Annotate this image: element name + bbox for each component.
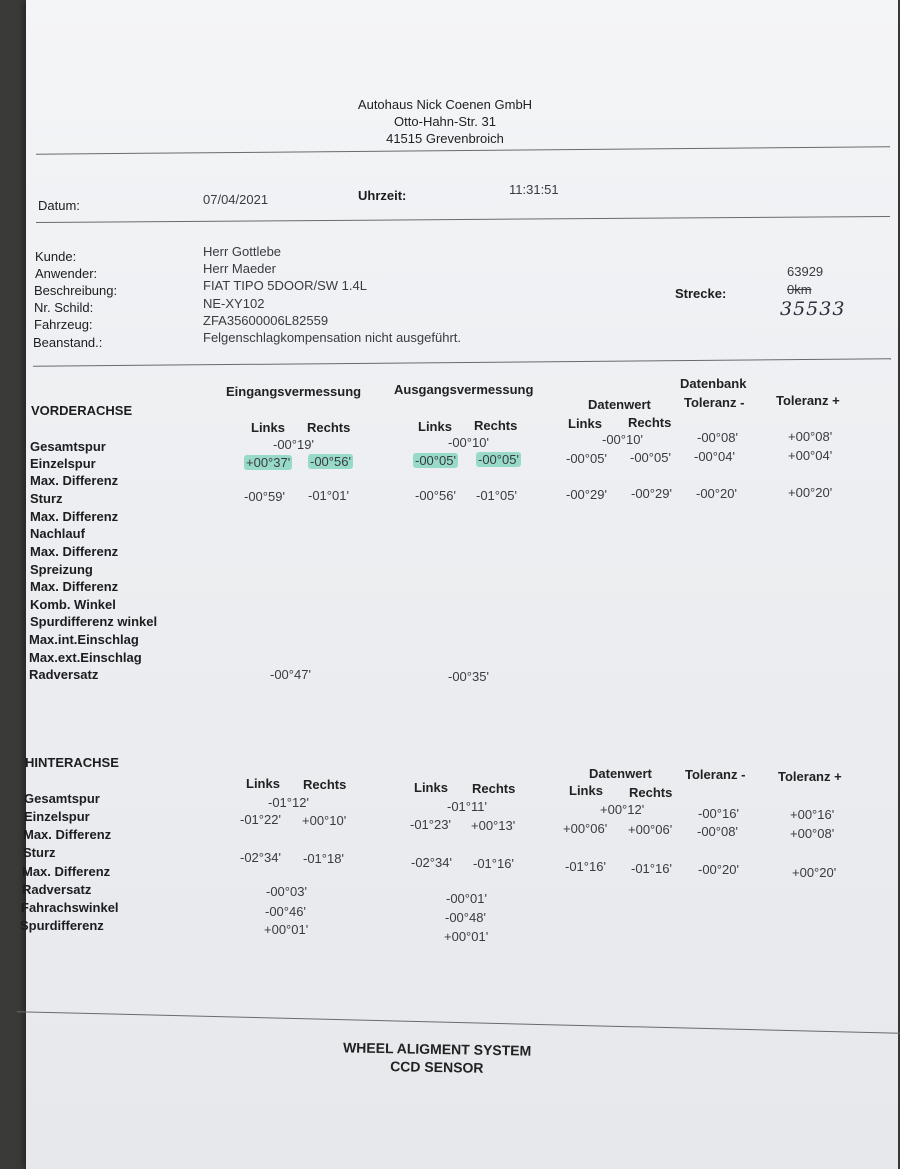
beschreibung-value: FIAT TIPO 5DOOR/SW 1.4L [203,278,367,293]
front-label-gesamtspur: Gesamtspur [30,439,106,454]
rear-fahrachswinkel-ausgang: -00°48' [445,910,486,925]
fahrzeug-label: Fahrzeug: [34,317,93,332]
front-sturz-ausgang-l: -00°56' [415,488,456,503]
front-gesamtspur-eingang: -00°19' [273,437,314,452]
rear-eingang-links-header: Links [246,776,280,791]
rear-sturz-eingang-l: -02°34' [240,850,281,865]
rear-sturz-tol-plus: +00°20' [792,865,837,880]
rear-einzelspur-tol-minus: -00°08' [697,824,738,839]
kunde-value: Herr Gottlebe [203,244,282,259]
anwender-value: Herr Maeder [203,261,276,276]
rear-einzelspur-dw-r: +00°06' [628,822,673,837]
eingang-header: Eingangsvermessung [226,384,362,399]
front-label-max-ext-einschlag: Max.ext.Einschlag [29,650,142,665]
front-label-spreizung: Spreizung [30,562,93,577]
rear-spurdifferenz-eingang: +00°01' [264,922,309,937]
front-label-max-differenz-2: Max. Differenz [30,509,119,524]
front-sturz-tol-minus: -00°20' [696,486,737,501]
company-street: Otto-Hahn-Str. 31 [394,114,496,129]
rear-label-sturz: Sturz [23,845,56,860]
hinterachse-title: HINTERACHSE [25,755,119,770]
toleranz-minus-header: Toleranz - [684,395,745,410]
rear-ausgang-rechts-header: Rechts [472,781,516,796]
report-footer [322,1038,553,1078]
rear-toleranz-plus-header: Toleranz + [778,769,842,784]
rear-einzelspur-tol-plus: +00°08' [790,826,835,841]
beanstand-value: Felgenschlagkompensation nicht ausgeführt. [203,330,461,345]
rear-gesamtspur-datenwert: +00°12' [600,802,645,817]
rear-sturz-dw-r: -01°16' [631,861,672,876]
rear-spurdifferenz-ausgang: +00°01' [444,929,489,944]
rear-fahrachswinkel-eingang: -00°46' [265,904,306,919]
front-gesamtspur-ausgang: -00°10' [448,435,489,450]
kunde-label: Kunde: [35,249,77,264]
front-sturz-ausgang-r: -01°05' [476,488,517,503]
rear-datenwert-rechts-header: Rechts [629,785,673,800]
strecke-label: Strecke: [675,286,727,301]
front-radversatz-ausgang: -00°35' [448,669,489,684]
rear-einzelspur-ausgang-l: -01°23' [410,817,451,832]
footer-line-sensor: CCD SENSOR [390,1058,484,1076]
front-label-sturz: Sturz [30,491,63,506]
company-city: 41515 Grevenbroich [386,131,504,146]
rear-gesamtspur-eingang: -01°12' [268,795,309,810]
rear-sturz-tol-minus: -00°20' [698,862,739,877]
rear-label-max-differenz-2: Max. Differenz [22,864,111,879]
company-header [330,96,560,147]
rear-einzelspur-eingang-r: +00°10' [302,813,347,828]
toleranz-plus-header: Toleranz + [776,393,840,408]
rear-gesamtspur-tol-minus: -00°16' [698,806,739,821]
front-sturz-eingang-r: -01°01' [308,488,349,503]
footer-line-system: WHEEL ALIGMENT SYSTEM [342,1039,532,1059]
front-einzelspur-tol-minus: -00°04' [694,449,735,464]
rear-label-einzelspur: Einzelspur [24,809,90,824]
rear-datenwert-links-header: Links [569,783,603,798]
front-sturz-eingang-l: -00°59' [244,489,285,504]
beanstand-label: Beanstand.: [33,335,103,350]
rear-datenwert-header: Datenwert [589,766,652,781]
strecke-unit-struck: 0km [787,282,812,297]
eingang-rechts-header: Rechts [307,420,351,435]
strecke-value: 63929 [787,264,824,279]
front-einzelspur-dw-l: -00°05' [566,451,607,466]
uhrzeit-label: Uhrzeit: [358,188,407,203]
front-gesamtspur-tol-minus: -00°08' [697,430,738,445]
datenwert-header: Datenwert [588,397,651,412]
fahrzeug-value: ZFA35600006L82559 [203,313,329,328]
front-gesamtspur-datenwert: -00°10' [602,432,643,447]
front-einzelspur-ausgang-l: -00°05' [415,453,456,468]
ausgang-rechts-header: Rechts [474,418,518,433]
rear-label-fahrachswinkel: Fahrachswinkel [21,900,119,915]
rear-sturz-eingang-r: -01°18' [303,851,344,866]
front-radversatz-eingang: -00°47' [270,667,311,682]
front-einzelspur-eingang-r: -00°56' [310,454,351,469]
front-einzelspur-ausgang-r: -00°05' [478,452,519,467]
rear-gesamtspur-tol-plus: +00°16' [790,807,835,822]
rear-label-radversatz: Radversatz [22,882,92,897]
rear-gesamtspur-ausgang: -01°11' [447,799,487,814]
datenbank-header: Datenbank [680,376,747,391]
front-label-max-int-einschlag: Max.int.Einschlag [29,632,139,647]
beschreibung-label: Beschreibung: [34,283,118,298]
front-gesamtspur-tol-plus: +00°08' [788,429,833,444]
front-label-max-differenz-3: Max. Differenz [30,544,119,559]
printed-report-sheet [26,0,898,1169]
schild-value: NE-XY102 [203,296,265,311]
schild-label: Nr. Schild: [34,300,94,315]
rear-label-spurdifferenz: Spurdifferenz [20,918,104,933]
front-label-max-differenz-1: Max. Differenz [30,473,119,488]
front-label-einzelspur: Einzelspur [30,456,96,471]
rear-label-max-differenz-1: Max. Differenz [23,827,112,842]
rear-label-gesamtspur: Gesamtspur [24,791,100,806]
rear-sturz-dw-l: -01°16' [565,859,606,874]
uhrzeit-value: 11:31:51 [509,182,559,197]
vorderachse-title: VORDERACHSE [31,403,133,418]
ausgang-links-header: Links [418,419,452,434]
company-name: Autohaus Nick Coenen GmbH [357,97,533,112]
datenwert-links-header: Links [568,416,602,431]
front-einzelspur-tol-plus: +00°04' [788,448,833,463]
datenwert-rechts-header: Rechts [628,415,672,430]
front-label-nachlauf: Nachlauf [30,526,85,541]
front-label-spurdifferenz-winkel: Spurdifferenz winkel [30,614,158,629]
rear-ausgang-links-header: Links [414,780,448,795]
front-label-komb-winkel: Komb. Winkel [30,597,116,612]
rear-einzelspur-ausgang-r: +00°13' [471,818,516,833]
strecke-handwritten: 35533 [780,298,846,320]
rear-toleranz-minus-header: Toleranz - [685,767,746,782]
front-sturz-tol-plus: +00°20' [788,485,833,500]
front-label-max-differenz-4: Max. Differenz [30,579,119,594]
front-einzelspur-eingang-l: +00°37' [246,455,291,470]
ausgang-header: Ausgangsvermessung [394,382,534,397]
anwender-label: Anwender: [35,266,98,281]
rear-einzelspur-eingang-l: -01°22' [240,812,281,827]
rear-radversatz-eingang: -00°03' [266,884,307,899]
datum-label: Datum: [38,198,80,213]
eingang-links-header: Links [251,420,285,435]
rear-eingang-rechts-header: Rechts [303,777,347,792]
rear-radversatz-ausgang: -00°01' [446,891,487,906]
front-sturz-dw-l: -00°29' [566,487,607,502]
rear-einzelspur-dw-l: +00°06' [563,821,608,836]
front-einzelspur-dw-r: -00°05' [630,450,671,465]
rear-sturz-ausgang-r: -01°16' [473,856,514,871]
datum-value: 07/04/2021 [203,192,269,207]
front-label-radversatz: Radversatz [29,667,99,682]
rear-sturz-ausgang-l: -02°34' [411,855,452,870]
front-sturz-dw-r: -00°29' [631,486,672,501]
